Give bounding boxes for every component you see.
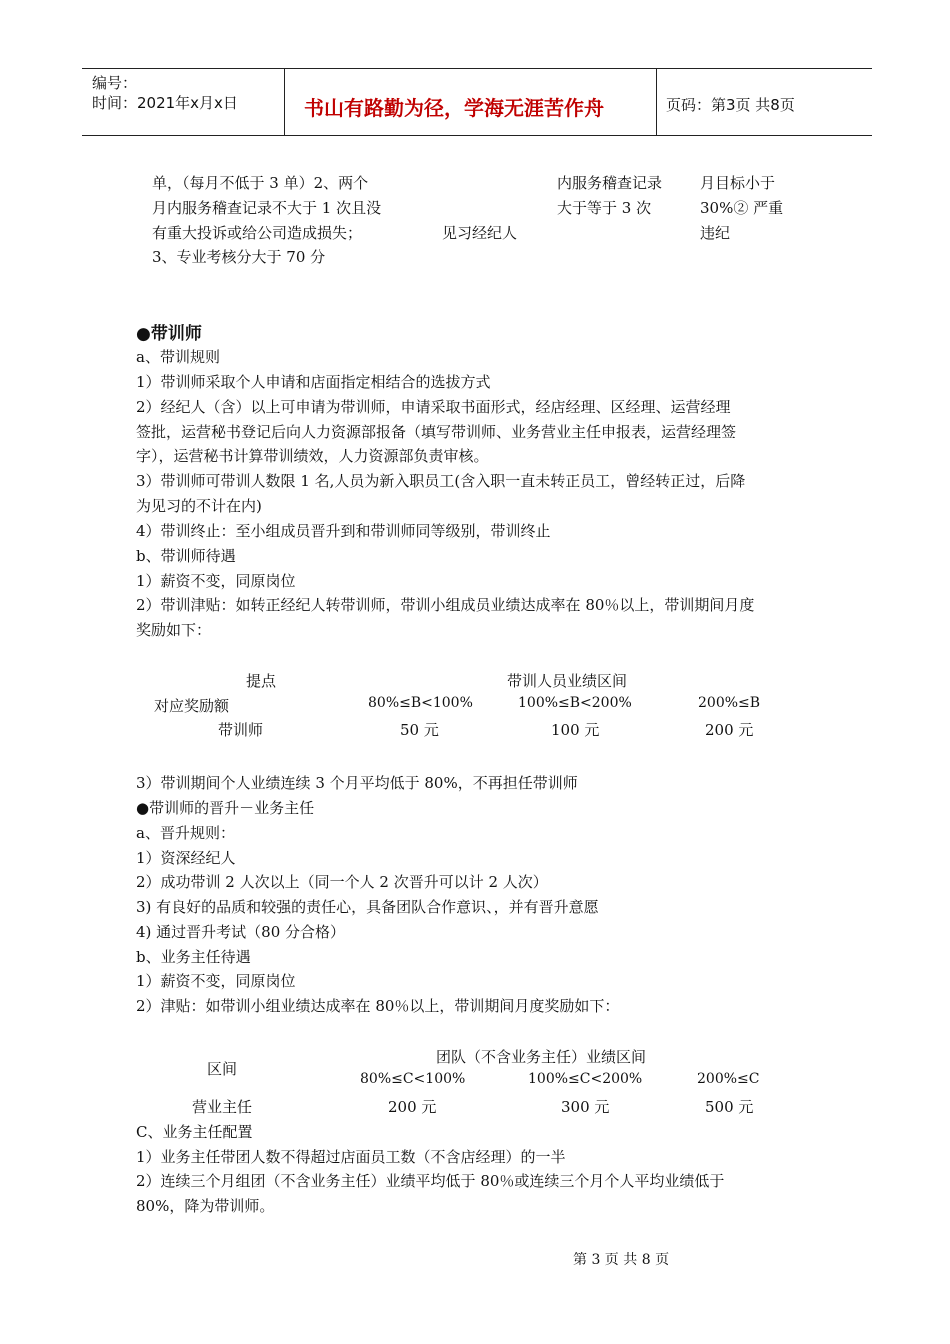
body-line: a、带训规则 <box>136 348 220 366</box>
body-line: 签批，运营秘书登记后向人力资源部报备（填写带训师、业务营业主任申报表，运营经理签 <box>136 423 737 441</box>
table1-header-point: 提点 <box>246 672 277 690</box>
body-line: 3）带训期间个人业绩连续 3 个月平均低于 80%，不再担任带训师 <box>136 774 578 792</box>
top-table-col1-line: 月内服务稽查记录不大于 1 次且没 <box>152 199 382 217</box>
body-line: 1）业务主任带团人数不得超过店面员工数（不含店经理）的一半 <box>136 1148 566 1166</box>
body-line: 80%，降为带训师。 <box>136 1197 275 1215</box>
doc-number-label: 编号： <box>92 74 138 92</box>
body-line: 2）成功带训 2 人次以上（同一个人 2 次晋升可以计 2 人次） <box>136 873 548 891</box>
body-line: 2）连续三个月组团（不含业务主任）业绩平均低于 80％或连续三个月个人平均业绩低于 <box>136 1172 725 1190</box>
top-table-col4-line: 月目标小于 <box>700 174 776 192</box>
table2-value: 200 元 <box>388 1098 437 1116</box>
table1-header-range: 带训人员业绩区间 <box>507 672 628 690</box>
top-table-col1-line: 有重大投诉或给公司造成损失； <box>152 224 363 242</box>
body-line: b、带训师待遇 <box>136 547 236 565</box>
table1-header-reward: 对应奖励额 <box>154 697 230 715</box>
body-line: 1）薪资不变，同原岗位 <box>136 572 296 590</box>
table1-role: 带训师 <box>218 721 264 739</box>
body-line: 4) 通过晋升考试（80 分合格） <box>136 923 346 941</box>
table2-range: 200%≤C <box>697 1071 760 1087</box>
table2-role: 营业主任 <box>192 1098 253 1116</box>
body-line: 1）资深经纪人 <box>136 849 236 867</box>
table2-header-interval: 区间 <box>207 1060 238 1078</box>
body-line: 为见习的不计在内) <box>136 497 262 515</box>
body-line: b、业务主任待遇 <box>136 948 251 966</box>
section-title-trainer: ●带训师 <box>136 324 202 344</box>
header-motto: 书山有路勤为径，学海无涯苦作舟 <box>304 96 604 120</box>
body-line: 奖励如下： <box>136 621 212 639</box>
body-line: a、晋升规则： <box>136 824 235 842</box>
table1-range: 80%≤B<100% <box>368 695 473 711</box>
body-line: 1）薪资不变，同原岗位 <box>136 972 296 990</box>
footer-page-number: 第 3 页 共 8 页 <box>573 1252 670 1268</box>
header-top-rule <box>82 68 872 69</box>
table1-range: 200%≤B <box>698 695 761 711</box>
table2-range: 80%≤C<100% <box>360 1071 466 1087</box>
top-table-col4-line: 违纪 <box>700 224 731 242</box>
table1-value: 100 元 <box>551 721 600 739</box>
section-title-promotion: ●带训师的晋升－业务主任 <box>136 799 315 817</box>
body-line: 2）津贴：如带训小组业绩达成率在 80％以上，带训期间月度奖励如下： <box>136 997 620 1015</box>
table1-range: 100%≤B<200% <box>518 695 632 711</box>
table2-value: 300 元 <box>561 1098 610 1116</box>
table2-range: 100%≤C<200% <box>528 1071 643 1087</box>
body-line: 4）带训终止：至小组成员晋升到和带训师同等级别，带训终止 <box>136 522 551 540</box>
header-bottom-rule <box>82 135 872 136</box>
top-table-col3-line: 大于等于 3 次 <box>557 199 652 217</box>
top-table-col3-line: 内服务稽查记录 <box>557 174 663 192</box>
top-table-col1-line: 单，（每月不低于 3 单）2、两个 <box>152 174 369 192</box>
top-table-col4-line: 30%② 严重 <box>700 199 784 217</box>
table1-value: 50 元 <box>400 721 439 739</box>
table2-value: 500 元 <box>705 1098 754 1116</box>
body-line: 1）带训师采取个人申请和店面指定相结合的选拔方式 <box>136 373 491 391</box>
doc-time-label: 时间：2021年x月x日 <box>92 94 238 112</box>
body-line: 2）经纪人（含）以上可申请为带训师，申请采取书面形式，经店经理、区经理、运营经理 <box>136 398 731 416</box>
body-line: C、业务主任配置 <box>136 1123 253 1141</box>
body-line: 字），运营秘书计算带训绩效，人力资源部负责审核。 <box>136 447 489 465</box>
body-line: 2）带训津贴：如转正经纪人转带训师，带训小组成员业绩达成率在 80％以上，带训期间月度 <box>136 596 755 614</box>
header-divider-right <box>656 69 657 135</box>
body-line: 3）带训师可带训人数限 1 名,人员为新入职员工(含入职一直未转正员工，曾经转正过，后降 <box>136 472 746 490</box>
top-table-col1-line: 3、专业考核分大于 70 分 <box>152 248 326 266</box>
body-line: 3) 有良好的品质和较强的责任心，具备团队合作意识、，并有晋升意愿 <box>136 898 599 916</box>
table2-header-range: 团队（不含业务主任）业绩区间 <box>436 1048 647 1066</box>
table1-value: 200 元 <box>705 721 754 739</box>
header-divider-left <box>284 69 285 135</box>
top-table-col2: 见习经纪人 <box>442 224 518 242</box>
header-page-label: 页码：第3页 共8页 <box>666 96 795 114</box>
